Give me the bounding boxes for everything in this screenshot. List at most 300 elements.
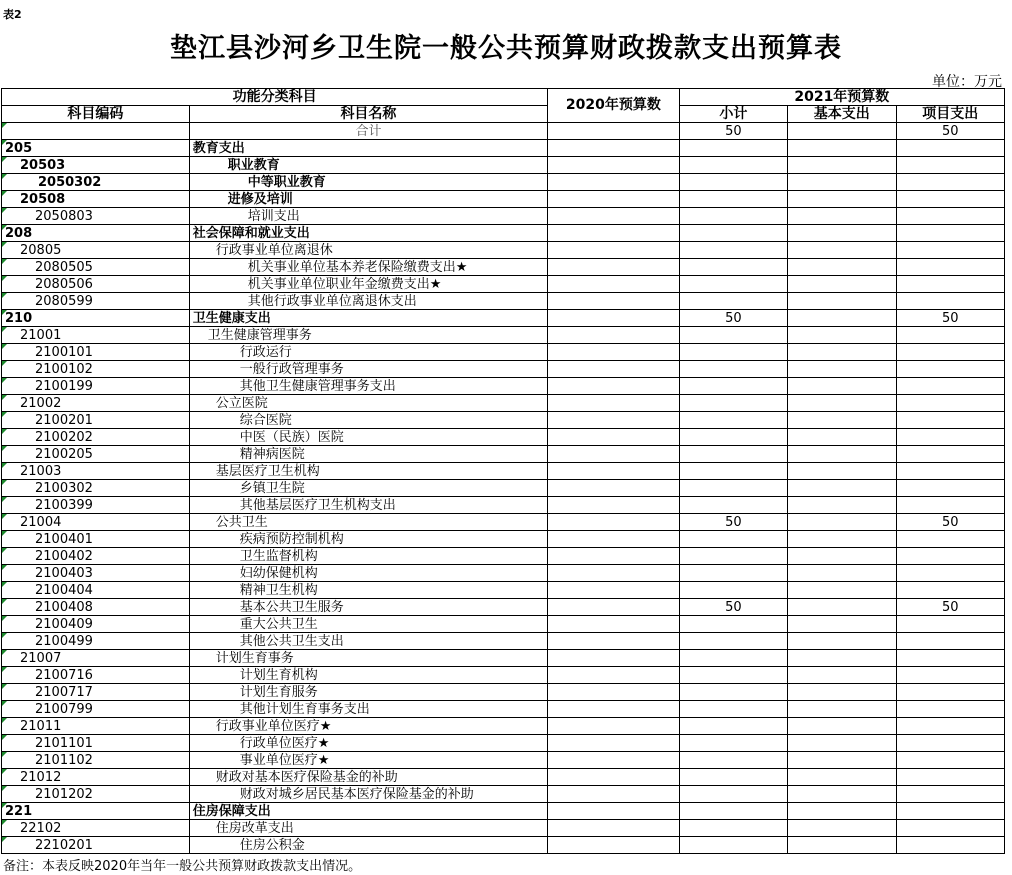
code-cell[interactable]: 21011 bbox=[2, 718, 190, 735]
cell-error-indicator-icon bbox=[2, 820, 7, 825]
project-cell[interactable] bbox=[896, 480, 1004, 497]
subtotal-cell[interactable] bbox=[679, 140, 787, 157]
basic-cell[interactable] bbox=[788, 667, 896, 684]
table-row bbox=[2, 225, 1005, 242]
project-cell[interactable] bbox=[896, 548, 1004, 565]
code-cell[interactable]: 2050302 bbox=[2, 174, 190, 191]
table-row bbox=[2, 480, 1005, 497]
code-cell[interactable]: 2101102 bbox=[2, 752, 190, 769]
budget-2020-cell[interactable] bbox=[548, 446, 680, 463]
project-cell[interactable] bbox=[896, 718, 1004, 735]
code-cell[interactable]: 2100408 bbox=[2, 599, 190, 616]
project-cell[interactable] bbox=[896, 242, 1004, 259]
name-cell[interactable]: 计划生育事务 bbox=[189, 650, 547, 667]
basic-cell[interactable] bbox=[788, 174, 896, 191]
budget-2020-cell[interactable] bbox=[548, 684, 680, 701]
name-cell[interactable]: 职业教育 bbox=[189, 157, 547, 174]
basic-cell[interactable] bbox=[788, 718, 896, 735]
subtotal-cell[interactable] bbox=[679, 837, 787, 854]
cell-error-indicator-icon bbox=[2, 242, 7, 247]
subtotal-cell[interactable] bbox=[679, 548, 787, 565]
subtotal-cell[interactable] bbox=[679, 446, 787, 463]
subtotal-cell[interactable] bbox=[679, 786, 787, 803]
basic-cell[interactable] bbox=[788, 463, 896, 480]
code-cell[interactable]: 2100403 bbox=[2, 565, 190, 582]
basic-cell[interactable] bbox=[788, 395, 896, 412]
code-cell[interactable]: 2210201 bbox=[2, 837, 190, 854]
subtotal-cell[interactable] bbox=[679, 463, 787, 480]
project-cell[interactable]: 50 bbox=[896, 514, 1004, 531]
budget-2020-cell[interactable] bbox=[548, 599, 680, 616]
code-cell[interactable]: 2100302 bbox=[2, 480, 190, 497]
budget-2020-cell[interactable] bbox=[548, 752, 680, 769]
basic-cell[interactable] bbox=[788, 548, 896, 565]
code-cell[interactable]: 21007 bbox=[2, 650, 190, 667]
project-cell[interactable] bbox=[896, 769, 1004, 786]
project-cell[interactable] bbox=[896, 259, 1004, 276]
code-cell[interactable]: 21012 bbox=[2, 769, 190, 786]
name-cell[interactable]: 住房改革支出 bbox=[189, 820, 547, 837]
table-row bbox=[2, 446, 1005, 463]
cell-error-indicator-icon bbox=[2, 565, 7, 570]
table-row bbox=[2, 531, 1005, 548]
subtotal-cell[interactable]: 50 bbox=[679, 514, 787, 531]
table-row bbox=[2, 293, 1005, 310]
code-cell[interactable]: 2100402 bbox=[2, 548, 190, 565]
subtotal-cell[interactable] bbox=[679, 718, 787, 735]
code-cell[interactable]: 20805 bbox=[2, 242, 190, 259]
budget-2020-cell[interactable] bbox=[548, 429, 680, 446]
basic-cell[interactable] bbox=[788, 242, 896, 259]
subtotal-cell[interactable] bbox=[679, 497, 787, 514]
basic-cell[interactable] bbox=[788, 582, 896, 599]
name-cell[interactable]: 事业单位医疗★ bbox=[189, 752, 547, 769]
basic-cell[interactable] bbox=[788, 735, 896, 752]
subtotal-cell[interactable] bbox=[679, 769, 787, 786]
project-cell[interactable] bbox=[896, 786, 1004, 803]
header-basic: 基本支出 bbox=[788, 106, 896, 123]
basic-cell[interactable] bbox=[788, 803, 896, 820]
subtotal-cell[interactable] bbox=[679, 293, 787, 310]
basic-cell[interactable] bbox=[788, 412, 896, 429]
table-row bbox=[2, 276, 1005, 293]
basic-cell[interactable] bbox=[788, 786, 896, 803]
basic-cell[interactable] bbox=[788, 650, 896, 667]
budget-2020-cell[interactable] bbox=[548, 293, 680, 310]
name-cell[interactable]: 其他基层医疗卫生机构支出 bbox=[189, 497, 547, 514]
basic-cell[interactable] bbox=[788, 531, 896, 548]
subtotal-cell[interactable] bbox=[679, 225, 787, 242]
budget-2020-cell[interactable] bbox=[548, 191, 680, 208]
cell-error-indicator-icon bbox=[2, 378, 7, 383]
basic-cell[interactable] bbox=[788, 497, 896, 514]
basic-cell[interactable] bbox=[788, 191, 896, 208]
code-cell[interactable]: 2100716 bbox=[2, 667, 190, 684]
subtotal-cell[interactable] bbox=[679, 820, 787, 837]
basic-cell[interactable] bbox=[788, 633, 896, 650]
subtotal-cell[interactable] bbox=[679, 752, 787, 769]
sheet-label: 表2 bbox=[3, 8, 22, 21]
basic-cell[interactable] bbox=[788, 225, 896, 242]
total-2020-cell[interactable] bbox=[548, 123, 680, 140]
code-cell[interactable]: 2050803 bbox=[2, 208, 190, 225]
code-cell[interactable]: 21002 bbox=[2, 395, 190, 412]
basic-cell[interactable] bbox=[788, 769, 896, 786]
subtotal-cell[interactable] bbox=[679, 242, 787, 259]
budget-2020-cell[interactable] bbox=[548, 650, 680, 667]
table-row bbox=[2, 769, 1005, 786]
basic-cell[interactable] bbox=[788, 599, 896, 616]
basic-cell[interactable] bbox=[788, 310, 896, 327]
header-subtotal: 小计 bbox=[679, 106, 787, 123]
project-cell[interactable] bbox=[896, 191, 1004, 208]
basic-cell[interactable] bbox=[788, 616, 896, 633]
subtotal-cell[interactable] bbox=[679, 259, 787, 276]
basic-cell[interactable] bbox=[788, 276, 896, 293]
total-project-cell[interactable]: 50 bbox=[896, 123, 1004, 140]
subtotal-cell[interactable] bbox=[679, 531, 787, 548]
cell-error-indicator-icon bbox=[2, 191, 7, 196]
name-cell[interactable]: 住房公积金 bbox=[189, 837, 547, 854]
project-cell[interactable] bbox=[896, 616, 1004, 633]
code-cell[interactable]: 2080506 bbox=[2, 276, 190, 293]
project-cell[interactable] bbox=[896, 361, 1004, 378]
subtotal-cell[interactable] bbox=[679, 344, 787, 361]
table-row bbox=[2, 650, 1005, 667]
name-cell[interactable]: 财政对基本医疗保险基金的补助 bbox=[189, 769, 547, 786]
subtotal-cell[interactable] bbox=[679, 803, 787, 820]
project-cell[interactable] bbox=[896, 293, 1004, 310]
budget-2020-cell[interactable] bbox=[548, 480, 680, 497]
cell-error-indicator-icon bbox=[2, 548, 7, 553]
name-cell[interactable]: 基本公共卫生服务 bbox=[189, 599, 547, 616]
code-cell[interactable]: 21001 bbox=[2, 327, 190, 344]
budget-2020-cell[interactable] bbox=[548, 395, 680, 412]
basic-cell[interactable] bbox=[788, 208, 896, 225]
name-cell[interactable]: 重大公共卫生 bbox=[189, 616, 547, 633]
subtotal-cell[interactable]: 50 bbox=[679, 599, 787, 616]
budget-2020-cell[interactable] bbox=[548, 497, 680, 514]
name-cell[interactable]: 机关事业单位职业年金缴费支出★ bbox=[189, 276, 547, 293]
budget-2020-cell[interactable] bbox=[548, 463, 680, 480]
name-cell[interactable]: 疾病预防控制机构 bbox=[189, 531, 547, 548]
basic-cell[interactable] bbox=[788, 429, 896, 446]
name-cell[interactable]: 卫生监督机构 bbox=[189, 548, 547, 565]
project-cell[interactable] bbox=[896, 837, 1004, 854]
name-cell[interactable]: 卫生健康支出 bbox=[189, 310, 547, 327]
code-cell[interactable]: 2100201 bbox=[2, 412, 190, 429]
name-cell[interactable]: 计划生育服务 bbox=[189, 684, 547, 701]
project-cell[interactable] bbox=[896, 701, 1004, 718]
project-cell[interactable] bbox=[896, 327, 1004, 344]
project-cell[interactable] bbox=[896, 820, 1004, 837]
name-cell[interactable]: 公立医院 bbox=[189, 395, 547, 412]
code-cell[interactable]: 21004 bbox=[2, 514, 190, 531]
budget-2020-cell[interactable] bbox=[548, 531, 680, 548]
project-cell[interactable] bbox=[896, 463, 1004, 480]
budget-2020-cell[interactable] bbox=[548, 616, 680, 633]
subtotal-cell[interactable] bbox=[679, 378, 787, 395]
project-cell[interactable] bbox=[896, 565, 1004, 582]
project-cell[interactable] bbox=[896, 633, 1004, 650]
name-cell[interactable]: 综合医院 bbox=[189, 412, 547, 429]
table-row bbox=[2, 735, 1005, 752]
total-subtotal-cell[interactable]: 50 bbox=[679, 123, 787, 140]
code-cell[interactable]: 2101202 bbox=[2, 786, 190, 803]
subtotal-cell[interactable] bbox=[679, 667, 787, 684]
project-cell[interactable] bbox=[896, 344, 1004, 361]
subtotal-cell[interactable] bbox=[679, 565, 787, 582]
subtotal-cell[interactable]: 50 bbox=[679, 310, 787, 327]
project-cell[interactable] bbox=[896, 446, 1004, 463]
cell-error-indicator-icon bbox=[2, 429, 7, 434]
cell-error-indicator-icon bbox=[2, 582, 7, 587]
name-cell[interactable]: 行政事业单位医疗★ bbox=[189, 718, 547, 735]
table-row bbox=[2, 395, 1005, 412]
name-cell[interactable]: 其他行政事业单位离退休支出 bbox=[189, 293, 547, 310]
subtotal-cell[interactable] bbox=[679, 157, 787, 174]
name-cell[interactable]: 住房保障支出 bbox=[189, 803, 547, 820]
name-cell[interactable]: 其他卫生健康管理事务支出 bbox=[189, 378, 547, 395]
subtotal-cell[interactable] bbox=[679, 616, 787, 633]
project-cell[interactable] bbox=[896, 225, 1004, 242]
budget-2020-cell[interactable] bbox=[548, 803, 680, 820]
name-cell[interactable]: 培训支出 bbox=[189, 208, 547, 225]
table-row bbox=[2, 565, 1005, 582]
budget-2020-cell[interactable] bbox=[548, 344, 680, 361]
name-cell[interactable]: 一般行政管理事务 bbox=[189, 361, 547, 378]
name-cell[interactable]: 精神卫生机构 bbox=[189, 582, 547, 599]
subtotal-cell[interactable] bbox=[679, 650, 787, 667]
name-cell[interactable]: 计划生育机构 bbox=[189, 667, 547, 684]
header-2021: 2021年预算数 bbox=[679, 89, 1004, 106]
project-cell[interactable] bbox=[896, 497, 1004, 514]
basic-cell[interactable] bbox=[788, 480, 896, 497]
subtotal-cell[interactable] bbox=[679, 361, 787, 378]
code-cell[interactable]: 221 bbox=[2, 803, 190, 820]
budget-2020-cell[interactable] bbox=[548, 582, 680, 599]
budget-2020-cell[interactable] bbox=[548, 565, 680, 582]
code-cell[interactable]: 21003 bbox=[2, 463, 190, 480]
budget-2020-cell[interactable] bbox=[548, 310, 680, 327]
name-cell[interactable]: 妇幼保健机构 bbox=[189, 565, 547, 582]
subtotal-cell[interactable] bbox=[679, 327, 787, 344]
budget-2020-cell[interactable] bbox=[548, 667, 680, 684]
budget-2020-cell[interactable] bbox=[548, 361, 680, 378]
budget-2020-cell[interactable] bbox=[548, 514, 680, 531]
budget-2020-cell[interactable] bbox=[548, 820, 680, 837]
subtotal-cell[interactable] bbox=[679, 412, 787, 429]
name-cell[interactable]: 机关事业单位基本养老保险缴费支出★ bbox=[189, 259, 547, 276]
basic-cell[interactable] bbox=[788, 752, 896, 769]
project-cell[interactable] bbox=[896, 684, 1004, 701]
cell-error-indicator-icon bbox=[2, 752, 7, 757]
project-cell[interactable] bbox=[896, 582, 1004, 599]
budget-2020-cell[interactable] bbox=[548, 242, 680, 259]
basic-cell[interactable] bbox=[788, 378, 896, 395]
budget-2020-cell[interactable] bbox=[548, 701, 680, 718]
cell-error-indicator-icon bbox=[2, 463, 7, 468]
cell-error-indicator-icon bbox=[2, 446, 7, 451]
basic-cell[interactable] bbox=[788, 361, 896, 378]
code-cell[interactable]: 2100399 bbox=[2, 497, 190, 514]
subtotal-cell[interactable] bbox=[679, 735, 787, 752]
budget-2020-cell[interactable] bbox=[548, 276, 680, 293]
basic-cell[interactable] bbox=[788, 514, 896, 531]
code-cell[interactable]: 208 bbox=[2, 225, 190, 242]
code-cell[interactable]: 2100101 bbox=[2, 344, 190, 361]
code-cell[interactable]: 2080599 bbox=[2, 293, 190, 310]
budget-2020-cell[interactable] bbox=[548, 837, 680, 854]
subtotal-cell[interactable] bbox=[679, 684, 787, 701]
name-cell[interactable]: 中等职业教育 bbox=[189, 174, 547, 191]
code-cell[interactable]: 2100717 bbox=[2, 684, 190, 701]
code-cell[interactable]: 2100102 bbox=[2, 361, 190, 378]
basic-cell[interactable] bbox=[788, 327, 896, 344]
table-row bbox=[2, 684, 1005, 701]
cell-error-indicator-icon bbox=[2, 293, 7, 298]
subtotal-cell[interactable] bbox=[679, 174, 787, 191]
project-cell[interactable]: 50 bbox=[896, 599, 1004, 616]
code-cell[interactable]: 2101101 bbox=[2, 735, 190, 752]
subtotal-cell[interactable] bbox=[679, 701, 787, 718]
code-cell[interactable]: 2100404 bbox=[2, 582, 190, 599]
project-cell[interactable] bbox=[896, 429, 1004, 446]
name-cell[interactable]: 行政运行 bbox=[189, 344, 547, 361]
name-cell[interactable]: 其他公共卫生支出 bbox=[189, 633, 547, 650]
project-cell[interactable] bbox=[896, 174, 1004, 191]
table-row bbox=[2, 174, 1005, 191]
table-row bbox=[2, 718, 1005, 735]
basic-cell[interactable] bbox=[788, 837, 896, 854]
project-cell[interactable] bbox=[896, 752, 1004, 769]
name-cell[interactable]: 行政单位医疗★ bbox=[189, 735, 547, 752]
code-cell[interactable]: 2100499 bbox=[2, 633, 190, 650]
subtotal-cell[interactable] bbox=[679, 582, 787, 599]
basic-cell[interactable] bbox=[788, 565, 896, 582]
code-cell[interactable]: 20503 bbox=[2, 157, 190, 174]
budget-2020-cell[interactable] bbox=[548, 412, 680, 429]
subtotal-cell[interactable] bbox=[679, 633, 787, 650]
budget-2020-cell[interactable] bbox=[548, 633, 680, 650]
project-cell[interactable] bbox=[896, 667, 1004, 684]
code-cell[interactable]: 2100799 bbox=[2, 701, 190, 718]
budget-2020-cell[interactable] bbox=[548, 157, 680, 174]
name-cell[interactable]: 卫生健康管理事务 bbox=[189, 327, 547, 344]
basic-cell[interactable] bbox=[788, 140, 896, 157]
basic-cell[interactable] bbox=[788, 820, 896, 837]
table-row bbox=[2, 157, 1005, 174]
project-cell[interactable] bbox=[896, 412, 1004, 429]
project-cell[interactable] bbox=[896, 531, 1004, 548]
cell-error-indicator-icon bbox=[2, 735, 7, 740]
table-row bbox=[2, 752, 1005, 769]
name-cell[interactable]: 行政事业单位离退休 bbox=[189, 242, 547, 259]
code-cell[interactable]: 205 bbox=[2, 140, 190, 157]
subtotal-cell[interactable] bbox=[679, 480, 787, 497]
name-cell[interactable]: 财政对城乡居民基本医疗保险基金的补助 bbox=[189, 786, 547, 803]
name-cell[interactable]: 教育支出 bbox=[189, 140, 547, 157]
code-cell[interactable]: 22102 bbox=[2, 820, 190, 837]
cell-error-indicator-icon bbox=[2, 259, 7, 264]
table-row bbox=[2, 361, 1005, 378]
table-row bbox=[2, 599, 1005, 616]
total-code-cell[interactable] bbox=[2, 123, 190, 140]
subtotal-cell[interactable] bbox=[679, 276, 787, 293]
total-name-cell[interactable]: 合计 bbox=[189, 123, 547, 140]
budget-2020-cell[interactable] bbox=[548, 208, 680, 225]
basic-cell[interactable] bbox=[788, 157, 896, 174]
code-cell[interactable]: 2080505 bbox=[2, 259, 190, 276]
basic-cell[interactable] bbox=[788, 259, 896, 276]
budget-2020-cell[interactable] bbox=[548, 327, 680, 344]
budget-2020-cell[interactable] bbox=[548, 225, 680, 242]
code-cell[interactable]: 210 bbox=[2, 310, 190, 327]
budget-2020-cell[interactable] bbox=[548, 786, 680, 803]
project-cell[interactable] bbox=[896, 735, 1004, 752]
project-cell[interactable] bbox=[896, 650, 1004, 667]
name-cell[interactable]: 社会保障和就业支出 bbox=[189, 225, 547, 242]
project-cell[interactable] bbox=[896, 395, 1004, 412]
basic-cell[interactable] bbox=[788, 446, 896, 463]
code-cell[interactable]: 2100199 bbox=[2, 378, 190, 395]
budget-2020-cell[interactable] bbox=[548, 548, 680, 565]
name-cell[interactable]: 其他计划生育事务支出 bbox=[189, 701, 547, 718]
code-cell[interactable]: 2100205 bbox=[2, 446, 190, 463]
total-basic-cell[interactable] bbox=[788, 123, 896, 140]
cell-error-indicator-icon bbox=[2, 497, 7, 502]
project-cell[interactable] bbox=[896, 378, 1004, 395]
budget-2020-cell[interactable] bbox=[548, 735, 680, 752]
table-row bbox=[2, 191, 1005, 208]
code-cell[interactable]: 20508 bbox=[2, 191, 190, 208]
project-cell[interactable]: 50 bbox=[896, 310, 1004, 327]
project-cell[interactable] bbox=[896, 157, 1004, 174]
subtotal-cell[interactable] bbox=[679, 191, 787, 208]
subtotal-cell[interactable] bbox=[679, 429, 787, 446]
table-row bbox=[2, 633, 1005, 650]
name-cell[interactable]: 乡镇卫生院 bbox=[189, 480, 547, 497]
budget-2020-cell[interactable] bbox=[548, 174, 680, 191]
cell-error-indicator-icon bbox=[2, 123, 7, 128]
code-cell[interactable]: 2100401 bbox=[2, 531, 190, 548]
project-cell[interactable] bbox=[896, 276, 1004, 293]
code-cell[interactable]: 2100202 bbox=[2, 429, 190, 446]
basic-cell[interactable] bbox=[788, 344, 896, 361]
name-cell[interactable]: 公共卫生 bbox=[189, 514, 547, 531]
table-row bbox=[2, 548, 1005, 565]
subtotal-cell[interactable] bbox=[679, 395, 787, 412]
code-cell[interactable]: 2100409 bbox=[2, 616, 190, 633]
basic-cell[interactable] bbox=[788, 701, 896, 718]
subtotal-cell[interactable] bbox=[679, 208, 787, 225]
budget-2020-cell[interactable] bbox=[548, 378, 680, 395]
name-cell[interactable]: 基层医疗卫生机构 bbox=[189, 463, 547, 480]
budget-2020-cell[interactable] bbox=[548, 769, 680, 786]
project-cell[interactable] bbox=[896, 208, 1004, 225]
budget-2020-cell[interactable] bbox=[548, 718, 680, 735]
budget-2020-cell[interactable] bbox=[548, 259, 680, 276]
name-cell[interactable]: 进修及培训 bbox=[189, 191, 547, 208]
cell-error-indicator-icon bbox=[2, 650, 7, 655]
basic-cell[interactable] bbox=[788, 684, 896, 701]
project-cell[interactable] bbox=[896, 803, 1004, 820]
budget-2020-cell[interactable] bbox=[548, 140, 680, 157]
project-cell[interactable] bbox=[896, 140, 1004, 157]
name-cell[interactable]: 精神病医院 bbox=[189, 446, 547, 463]
name-cell[interactable]: 中医（民族）医院 bbox=[189, 429, 547, 446]
basic-cell[interactable] bbox=[788, 293, 896, 310]
